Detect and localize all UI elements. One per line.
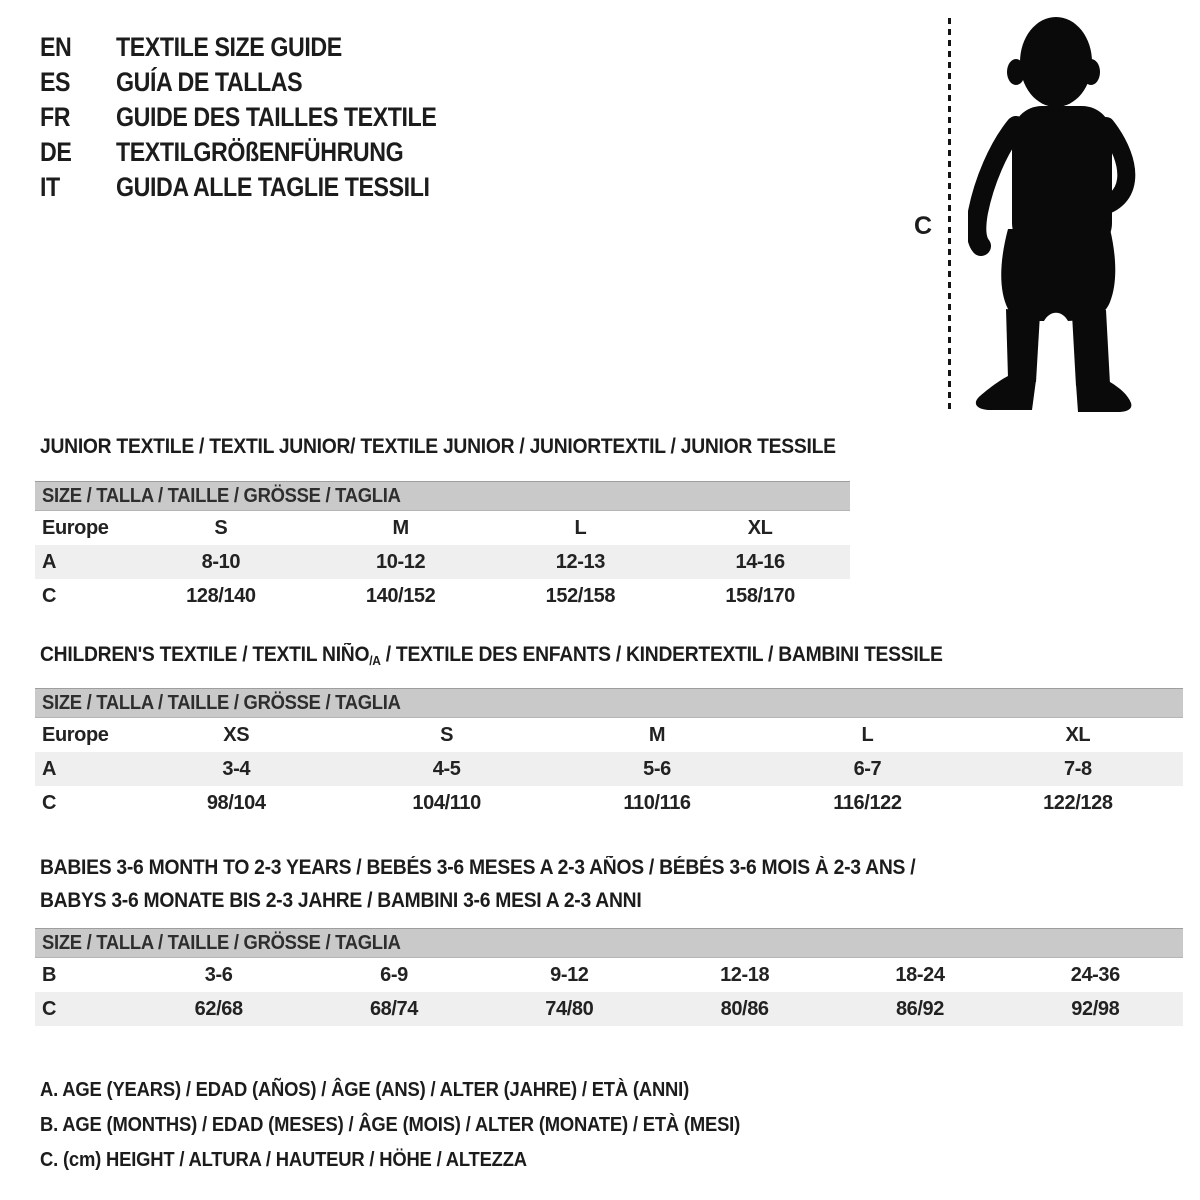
size-header-bar: SIZE / TALLA / TAILLE / GRÖSSE / TAGLIA — [35, 928, 1183, 958]
table-row-height — [35, 992, 1183, 1026]
legend-line-c: C. (cm) HEIGHT / ALTURA / HAUTEUR / HÖHE / ALTEZZA — [40, 1149, 527, 1171]
size-cell: 6-9 — [380, 964, 408, 986]
size-cell: 92/98 — [1071, 998, 1120, 1020]
size-cell: 158/170 — [725, 585, 795, 607]
table-row-europe — [35, 511, 850, 545]
legend-line-b: B. AGE (MONTHS) / EDAD (MESES) / ÂGE (MOIS) / ALTER (MONATE) / ETÀ (MESI) — [40, 1114, 741, 1136]
size-cell: 10-12 — [376, 551, 426, 573]
size-cell: M — [392, 517, 409, 539]
size-cell: 104/110 — [412, 792, 481, 814]
size-cell: 74/80 — [545, 998, 594, 1020]
language-code: EN — [40, 32, 72, 62]
height-dashed-line — [948, 18, 951, 414]
language-code: FR — [40, 102, 71, 132]
size-cell: M — [648, 724, 666, 746]
legend-line-a: A. AGE (YEARS) / EDAD (AÑOS) / ÂGE (ANS) / ALTER (JAHRE) / ETÀ (ANNI) — [40, 1079, 690, 1101]
table-row-age — [35, 752, 1183, 786]
guide-title-fr: GUIDE DES TAILLES TEXTILE — [116, 102, 437, 132]
table-row-age — [35, 545, 850, 579]
guide-title-en: TEXTILE SIZE GUIDE — [116, 32, 342, 62]
size-cell: 24-36 — [1070, 964, 1120, 986]
size-cell: 140/152 — [365, 585, 436, 607]
height-measure-label: C — [914, 212, 933, 240]
row-label: C — [42, 585, 57, 607]
row-label: Europe — [42, 517, 109, 539]
language-code: DE — [40, 137, 72, 167]
toddler-silhouette-icon — [968, 14, 1138, 416]
size-cell: 62/68 — [194, 998, 243, 1020]
language-row-en — [40, 30, 489, 65]
guide-title-es: GUÍA DE TALLAS — [116, 67, 303, 97]
section-title-children: CHILDREN'S TEXTILE / TEXTIL NIÑO/A / TEXTILE DES ENFANTS / KINDERTEXTIL / BAMBINI TESSILE — [40, 643, 943, 668]
size-cell: S — [440, 724, 454, 746]
size-cell: 5-6 — [643, 758, 671, 780]
row-label: C — [42, 792, 57, 814]
size-cell: 86/92 — [895, 998, 944, 1020]
size-cell: 12-13 — [555, 551, 605, 573]
size-cell: 12-18 — [720, 964, 770, 986]
language-title-block — [40, 30, 489, 205]
language-row-de — [40, 135, 489, 170]
size-cell: 3-4 — [222, 758, 251, 780]
section-title-babies: BABIES 3-6 MONTH TO 2-3 YEARS / BEBÉS 3-6 MESES A 2-3 AÑOS / BÉBÉS 3-6 MOIS À 2-3 ANS / BABYS 3-6 MONATE BIS 2-3 JAHRE / BAMBINI 3-6 MESI A 2-3 ANNI — [40, 856, 916, 912]
row-label: A — [42, 551, 57, 573]
table-row-europe — [35, 718, 1183, 752]
size-cell: 116/122 — [833, 792, 902, 814]
size-cell: 7-8 — [1063, 758, 1092, 780]
size-cell: 9-12 — [550, 964, 589, 986]
junior-size-table — [35, 481, 850, 613]
size-cell: 3-6 — [204, 964, 233, 986]
size-cell: 8-10 — [201, 551, 241, 573]
size-cell: 98/104 — [206, 792, 266, 814]
size-cell: 128/140 — [186, 585, 256, 607]
language-row-it — [40, 170, 489, 205]
measurement-legend — [40, 1073, 801, 1178]
size-cell: 18-24 — [895, 964, 945, 986]
size-cell: XS — [223, 724, 250, 746]
size-cell: 110/116 — [623, 792, 691, 814]
guide-title-it: GUIDA ALLE TAGLIE TESSILI — [116, 172, 430, 202]
language-code: ES — [40, 67, 71, 97]
size-cell: S — [214, 517, 228, 539]
size-header-bar: SIZE / TALLA / TAILLE / GRÖSSE / TAGLIA — [35, 688, 1183, 718]
row-label: B — [42, 964, 57, 986]
children-size-table — [35, 688, 1183, 820]
size-cell: 80/86 — [720, 998, 769, 1020]
size-cell: XL — [747, 517, 773, 539]
table-row-height — [35, 786, 1183, 820]
table-row-age-months — [35, 958, 1183, 992]
size-cell: 14-16 — [735, 551, 785, 573]
guide-title-de: TEXTILGRÖßENFÜHRUNG — [116, 137, 404, 167]
size-cell: L — [574, 517, 587, 539]
language-code: IT — [40, 172, 60, 202]
size-cell: 4-5 — [432, 758, 461, 780]
row-label: C — [42, 998, 57, 1020]
babies-size-table — [35, 928, 1183, 1026]
section-title-junior: JUNIOR TEXTILE / TEXTIL JUNIOR/ TEXTILE JUNIOR / JUNIORTEXTIL / JUNIOR TESSILE — [40, 435, 836, 458]
size-cell: XL — [1065, 724, 1091, 746]
size-cell: 152/158 — [545, 585, 616, 607]
language-row-es — [40, 65, 489, 100]
size-cell: 122/128 — [1043, 792, 1113, 814]
size-cell: L — [861, 724, 874, 746]
size-header-bar: SIZE / TALLA / TAILLE / GRÖSSE / TAGLIA — [35, 481, 850, 511]
row-label: Europe — [42, 724, 109, 746]
language-row-fr — [40, 100, 489, 135]
row-label: A — [42, 758, 57, 780]
table-row-height — [35, 579, 850, 613]
size-cell: 6-7 — [853, 758, 882, 780]
size-cell: 68/74 — [369, 998, 419, 1020]
